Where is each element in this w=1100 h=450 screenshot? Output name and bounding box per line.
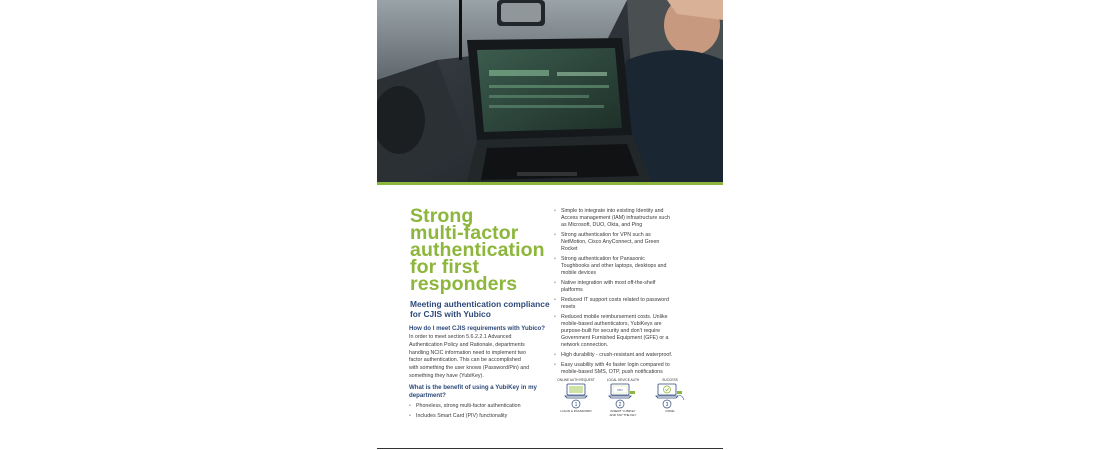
body-line: with something the user knows (Password/Pin) and [409, 365, 530, 372]
laptop-success-icon [653, 383, 687, 409]
step-title: ONLINE AUTH REQUEST [557, 378, 595, 382]
list-item-line: • Strong authentication for Panasonic [561, 256, 645, 262]
question-line: department? [409, 391, 446, 399]
list-item [554, 280, 689, 294]
body-line: factor authentication. This can be accomplished [409, 357, 521, 364]
list-item-line: purpose-built for security and don't require [561, 328, 661, 334]
document-page [377, 0, 723, 450]
step-success [648, 378, 692, 414]
left-column [409, 205, 550, 423]
body-line: handling NCIC information need to implement two [409, 349, 526, 356]
headline-line: responders [410, 273, 518, 295]
step-caption [554, 410, 598, 414]
question-benefit [409, 384, 550, 400]
green-divider [377, 182, 723, 185]
list-item-line: mobile devices [561, 270, 597, 276]
pin-text: PIN [617, 388, 623, 392]
hero-photo-illustration [377, 0, 723, 182]
check-icon [664, 386, 671, 393]
body-line: Authentication Policy and Rationale, departments [409, 341, 525, 348]
headline [410, 205, 550, 295]
list-item-line: mobile-based SMS, OTP, push notifications [561, 369, 663, 375]
list-item-line: resets [561, 304, 576, 310]
hero-photo [377, 0, 723, 182]
auth-steps [554, 378, 694, 428]
headline-line: Strong [410, 205, 474, 227]
list-item [554, 208, 689, 229]
list-item-line: Access management (IAM) infrastructure such [561, 215, 670, 221]
benefit-list [409, 403, 550, 420]
list-item-line: • Easy usability with 4x faster login compared to [561, 362, 670, 368]
step-title: LOCAL DEVICE AUTH [606, 378, 640, 382]
list-item [554, 362, 689, 376]
step-number: 2 [618, 402, 622, 408]
list-item-line: • High durability - crush-resistant and waterproof. [561, 352, 673, 358]
laptop-yubikey-icon [608, 383, 638, 409]
step-caption [648, 410, 692, 414]
footer-divider [377, 448, 723, 449]
laptop-login-icon [564, 383, 588, 409]
list-item-line: mobile-based authenticators, YubiKeys are [561, 321, 662, 327]
step-caption-line: LOGIN & PASSWORD [560, 409, 592, 413]
list-item-line: Government Furnished Equipment (GFE) or a [561, 335, 669, 341]
list-item-line: Rocket [561, 246, 578, 252]
headline-line: authentication [410, 239, 545, 261]
list-item-line: Toughbooks and other laptops, desktops and [561, 263, 667, 269]
question-cjis: How do I meet CJIS requirements with Yubico? [409, 325, 546, 332]
step-caption-line: DONE [665, 409, 675, 413]
step-local-device-auth [601, 378, 645, 417]
body-paragraph [409, 334, 550, 381]
list-item: • Includes Smart Card (PIV) functionality [409, 413, 550, 420]
body-line: In order to meet section 5.6.2.2.1 Advanced [409, 334, 512, 340]
list-item [554, 256, 689, 277]
headline-line: multi-factor [410, 222, 519, 244]
subhead-line: for CJIS with Yubico [410, 308, 491, 319]
step-number: 1 [574, 402, 578, 408]
list-item [554, 232, 689, 253]
right-column [554, 208, 689, 379]
list-item [554, 297, 689, 311]
list-item-line: platforms [561, 287, 583, 293]
body-line: something they have (YubiKey). [409, 372, 484, 379]
list-item-line: • Reduced mobile reimbursement costs. Unlike [561, 314, 668, 320]
list-item-line: NetMotion, Cisco AnyConnect, and Green [561, 239, 660, 245]
step-title: SUCCESS [662, 378, 678, 382]
headline-line: for first [410, 256, 480, 278]
hand-icon [679, 395, 684, 400]
subhead-line: Meeting authentication compliance [410, 299, 550, 309]
step-caption-line: AND TAP THE KEY [609, 412, 637, 417]
list-item: • Phoneless, strong multi-factor authentication [409, 403, 550, 410]
list-item [554, 314, 689, 349]
step-number: 3 [665, 402, 669, 408]
list-item-line: • Reduced IT support costs related to password [561, 297, 669, 303]
list-item-line: • Strong authentication for VPN such as [561, 232, 651, 238]
list-item-line: • Native integration with most off-the-shelf [561, 280, 656, 286]
step-caption [601, 410, 645, 417]
step-caption-line: INSERT YUBIKEY [610, 409, 636, 413]
step-online-auth [554, 378, 598, 414]
list-item-line: as Microsoft, DUO, Okta, and Ping [561, 222, 643, 228]
feature-list [554, 208, 689, 376]
list-item-line: • Simple to integrate into existing Identity and [561, 208, 664, 214]
list-item [554, 352, 689, 359]
subhead [410, 300, 550, 319]
list-item-line: network connection. [561, 342, 609, 348]
question-line: What is the benefit of using a YubiKey in my [409, 383, 537, 391]
